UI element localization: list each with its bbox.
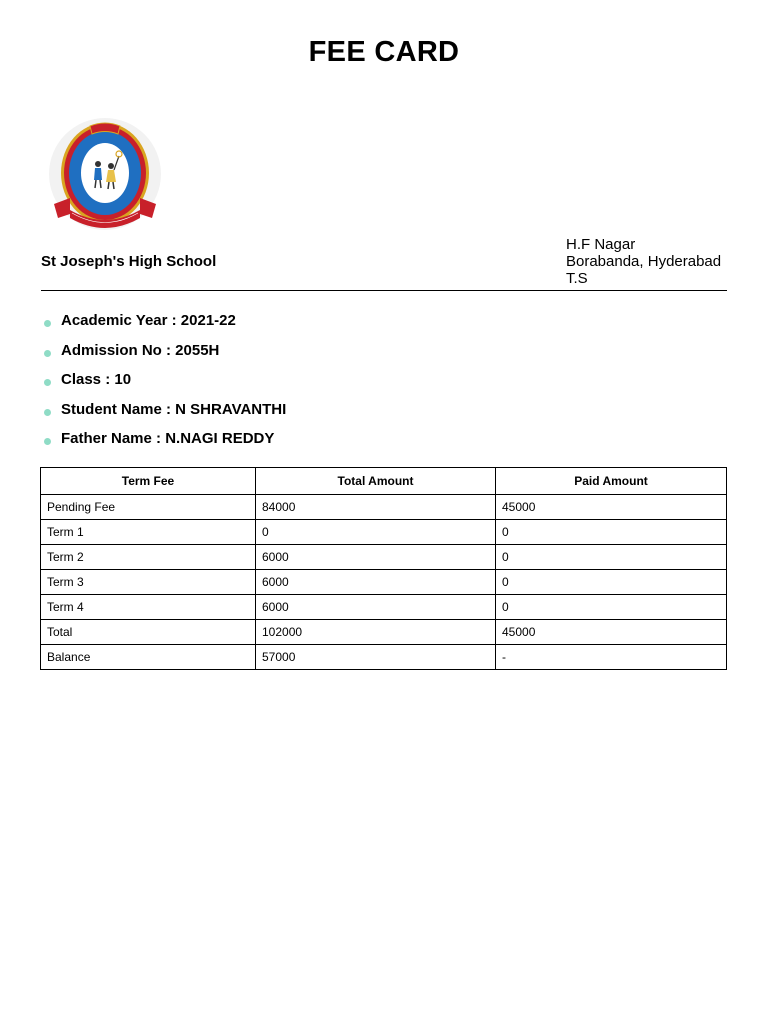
column-header: Term Fee — [41, 468, 256, 495]
info-text: Father Name : N.NAGI REDDY — [61, 430, 275, 448]
page-title: FEE CARD — [308, 36, 460, 68]
bullet-icon — [44, 350, 51, 357]
school-name: St Joseph's High School — [41, 253, 217, 270]
column-header: Paid Amount — [496, 468, 727, 495]
table-cell: Term 2 — [41, 545, 256, 570]
info-class — [41, 365, 286, 395]
table-cell: 45000 — [496, 620, 727, 645]
column-header: Total Amount — [256, 468, 496, 495]
info-father-name — [41, 424, 286, 454]
school-address — [566, 236, 721, 287]
table-cell: 0 — [496, 570, 727, 595]
address-line: Borabanda, Hyderabad — [566, 253, 722, 270]
address-line: T.S — [566, 270, 588, 287]
table-cell: 84000 — [256, 495, 496, 520]
table-cell: 6000 — [256, 545, 496, 570]
header-divider — [41, 290, 727, 291]
table-cell: 45000 — [496, 495, 727, 520]
info-academic-year — [41, 306, 286, 336]
info-student-name — [41, 395, 286, 425]
student-info-list — [41, 306, 286, 454]
table-header-row — [41, 468, 727, 495]
table-cell: 0 — [496, 595, 727, 620]
table-row — [41, 520, 727, 545]
table-cell: 0 — [256, 520, 496, 545]
bullet-icon — [44, 379, 51, 386]
table-cell: 6000 — [256, 595, 496, 620]
bullet-icon — [44, 320, 51, 327]
table-cell: Pending Fee — [41, 495, 256, 520]
table-cell: 102000 — [256, 620, 496, 645]
bullet-icon — [44, 438, 51, 445]
table-cell: 57000 — [256, 645, 496, 670]
table-cell: - — [496, 645, 727, 670]
table-cell: Term 3 — [41, 570, 256, 595]
info-text: Admission No : 2055H — [61, 341, 220, 359]
table-cell: Term 4 — [41, 595, 256, 620]
table-row — [41, 595, 727, 620]
table-row — [41, 620, 727, 645]
bullet-icon — [44, 409, 51, 416]
table-cell: 0 — [496, 520, 727, 545]
info-admission-no — [41, 336, 286, 366]
table-cell: Total — [41, 620, 256, 645]
info-text: Academic Year : 2021-22 — [61, 312, 236, 330]
fee-table — [40, 467, 727, 670]
info-text: Student Name : N SHRAVANTHI — [61, 400, 287, 418]
table-row — [41, 495, 727, 520]
table-cell: Term 1 — [41, 520, 256, 545]
info-text: Class : 10 — [61, 371, 132, 389]
table-cell: Balance — [41, 645, 256, 670]
table-row — [41, 645, 727, 670]
school-logo — [40, 118, 170, 240]
table-cell: 6000 — [256, 570, 496, 595]
table-row — [41, 570, 727, 595]
table-cell: 0 — [496, 545, 727, 570]
table-row — [41, 545, 727, 570]
address-line: H.F Nagar — [566, 236, 636, 253]
